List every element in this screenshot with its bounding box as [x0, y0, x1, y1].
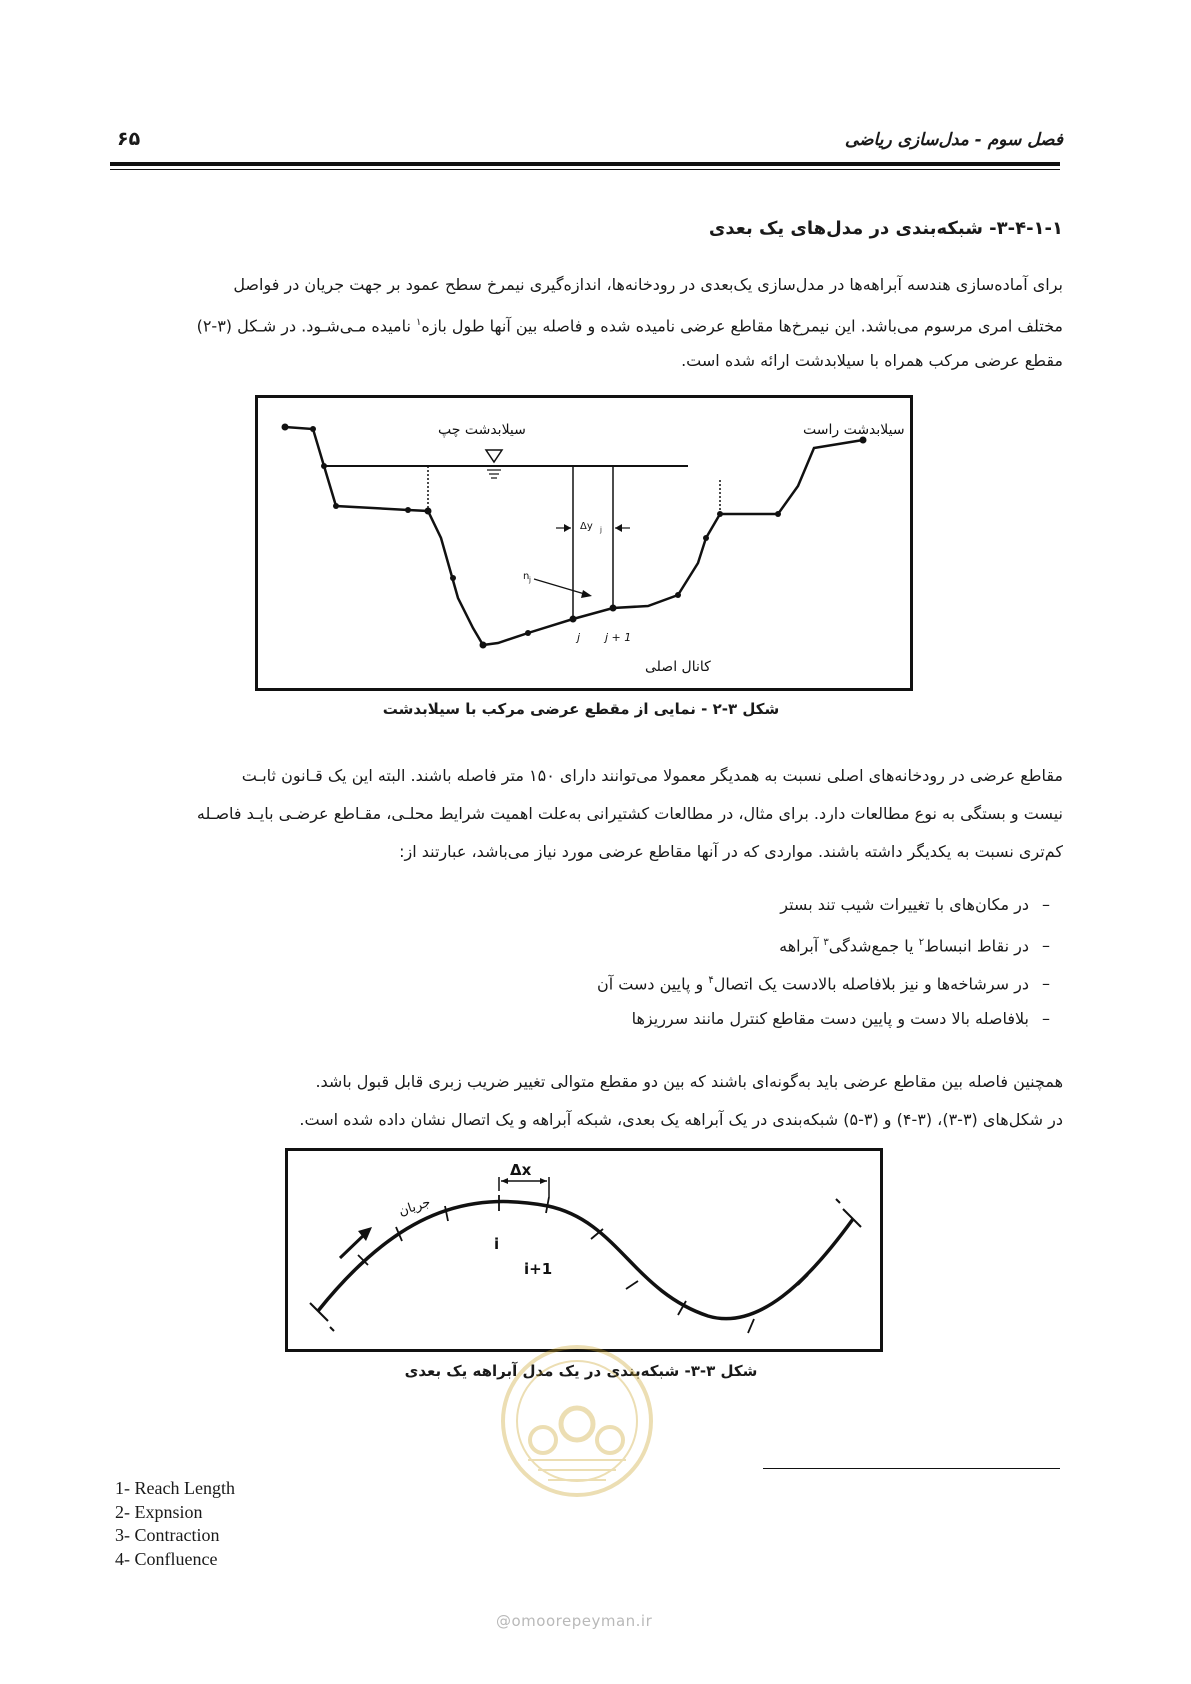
ground-profile — [285, 427, 863, 645]
bullet-text-1: در مکان‌های با تغییرات شیب تند بستر — [780, 895, 1029, 914]
paragraph-2 — [123, 757, 1063, 871]
channel-curve — [318, 1202, 853, 1319]
footnote-4: 4- Confluence — [115, 1548, 218, 1569]
bullet-text-2a: در نقاط انبساط — [924, 936, 1029, 956]
footnote-rule — [763, 1468, 1060, 1469]
channel-grid-diagram — [288, 1151, 880, 1349]
header-rule-thick — [110, 162, 1060, 166]
bullet-dash: – — [1042, 936, 1050, 956]
label-dx: Δx — [510, 1161, 532, 1179]
label-i-plus-1: i+1 — [524, 1260, 553, 1278]
paragraph-1-line-2-text-a: مختلف امری مرسوم می‌باشد. این نیمرخ‌ها مقاطع عرضی نامیده شده و فاصله بین آنها طول بازه — [421, 316, 1063, 336]
label-dy-sub: j — [600, 526, 602, 534]
footnote-1: 1- Reach Length — [115, 1478, 235, 1498]
section-heading: ۳-۴-۱-۱- شبکه‌بندی در مدل‌های یک بعدی — [708, 218, 1063, 239]
watermark-site: @omoorepeyman.ir — [496, 1612, 653, 1630]
bullet-text-2b: یا جمع‌شدگی — [828, 936, 919, 956]
grid-ticks — [358, 1195, 808, 1333]
label-dy: Δy — [580, 521, 593, 532]
water-level-symbol — [486, 450, 502, 462]
running-header-title: فصل سوم - مدل‌سازی ریاضی — [844, 130, 1063, 150]
paragraph-3 — [123, 1063, 1063, 1139]
label-main-channel: کانال اصلی — [645, 659, 711, 675]
bullet-dash: – — [1042, 895, 1050, 914]
footnotes — [115, 1477, 235, 1571]
label-j-plus-1: j + 1 — [605, 631, 632, 644]
paragraph-2-line-2: نیست و بستگی به نوع مطالعات دارد. برای مثال، در مطالعات کشتیرانی به‌علت اهمیت شرایط محلـی، مقـاطع عرضـی بایـد فاصـله — [196, 804, 1063, 823]
footnote-ref-4: ۴ — [708, 975, 714, 986]
paragraph-1-line-1: برای آماده‌سازی هندسه آبراهه‌ها در مدل‌سازی یک‌بعدی در رودخانه‌ها، اندازه‌گیری نیمرخ سطح عمود بر جهت جریان در فواصل — [233, 275, 1063, 294]
paragraph-1 — [123, 266, 1063, 380]
watermark-logo — [498, 1342, 656, 1500]
publisher-seal-icon — [498, 1342, 656, 1500]
footnote-ref-3: ۳ — [823, 937, 829, 948]
footnote-2: 2- Expnsion — [115, 1501, 203, 1522]
bullet-text-3b: و پایین دست آن — [597, 974, 709, 994]
label-n-sub: j — [529, 576, 531, 584]
paragraph-2-line-1: مقاطع عرضی در رودخانه‌های اصلی نسبت به همدیگر معمولا می‌توانند دارای ۱۵۰ متر فاصله باشند. البته این یک قـانون ثابـت — [241, 766, 1063, 785]
footnote-ref-2: ۲ — [918, 937, 925, 948]
paragraph-1-line-2 — [123, 304, 1063, 342]
paragraph-1-line-3: مقطع عرضی مرکب همراه با سیلابدشت ارائه شده است. — [681, 351, 1063, 370]
label-flow: جریان — [397, 1195, 433, 1220]
page-number: ۶۵ — [117, 128, 141, 150]
figure-2-caption: شکل ۳-۳- شبکه‌بندی در یک مدل آبراهه یک بعدی — [404, 1362, 758, 1380]
figure-channel-grid — [285, 1148, 883, 1352]
footnote-ref-1: ۱ — [416, 317, 422, 328]
list-item — [597, 886, 1063, 924]
label-j: j — [577, 631, 581, 644]
paragraph-3-line-2: در شکل‌های (۳-۳)، (۳-۴) و (۳-۵) شبکه‌بندی در یک آبراهه یک بعدی، شبکه آبراهه و یک اتصال نشان داده شده است. — [299, 1110, 1063, 1129]
figure-1-caption: شکل ۳-۲ - نمایی از مقطع عرضی مرکب با سیلابدشت — [382, 700, 780, 718]
paragraph-1-line-2-text-b: نامیده مـی‌شـود. در شـکل (۳-۲) — [196, 316, 417, 336]
figure-cross-section — [255, 395, 913, 691]
paragraph-3-line-1: همچنین فاصله بین مقاطع عرضی باید به‌گونه‌ای باشند که بین دو مقطع متوالی تغییر ضریب زبری قابل قبول باشد. — [315, 1072, 1063, 1091]
footnote-3: 3- Contraction — [115, 1525, 220, 1545]
bullet-text-3a: در سرشاخه‌ها و نیز بلافاصله بالادست یک اتصال — [713, 974, 1029, 994]
bullet-text-4: بلافاصله بالا دست و پایین دست مقاطع کنترل مانند سرریزها — [631, 1009, 1029, 1028]
header-rule-thin — [110, 169, 1060, 170]
cross-section-diagram — [258, 398, 910, 688]
label-left-floodplain: سیلابدشت چپ — [438, 422, 526, 438]
label-n: n — [523, 571, 530, 582]
bullet-dash: – — [1042, 1009, 1050, 1028]
paragraph-2-line-3: کم‌تری نسبت به یکدیگر داشته باشند. مواردی که در آنها مقاطع عرضی مورد نیاز می‌باشد، عبارتند از: — [399, 842, 1063, 861]
bullet-dash: – — [1042, 974, 1050, 994]
list-item — [597, 962, 1063, 1000]
bullet-list — [597, 886, 1063, 1038]
list-item — [597, 1000, 1063, 1038]
survey-points — [282, 424, 867, 649]
bullet-text-2c: آبراهه — [779, 936, 824, 956]
label-right-floodplain: سیلابدشت راست — [803, 422, 905, 438]
list-item — [597, 924, 1063, 962]
label-i: i — [494, 1235, 500, 1253]
